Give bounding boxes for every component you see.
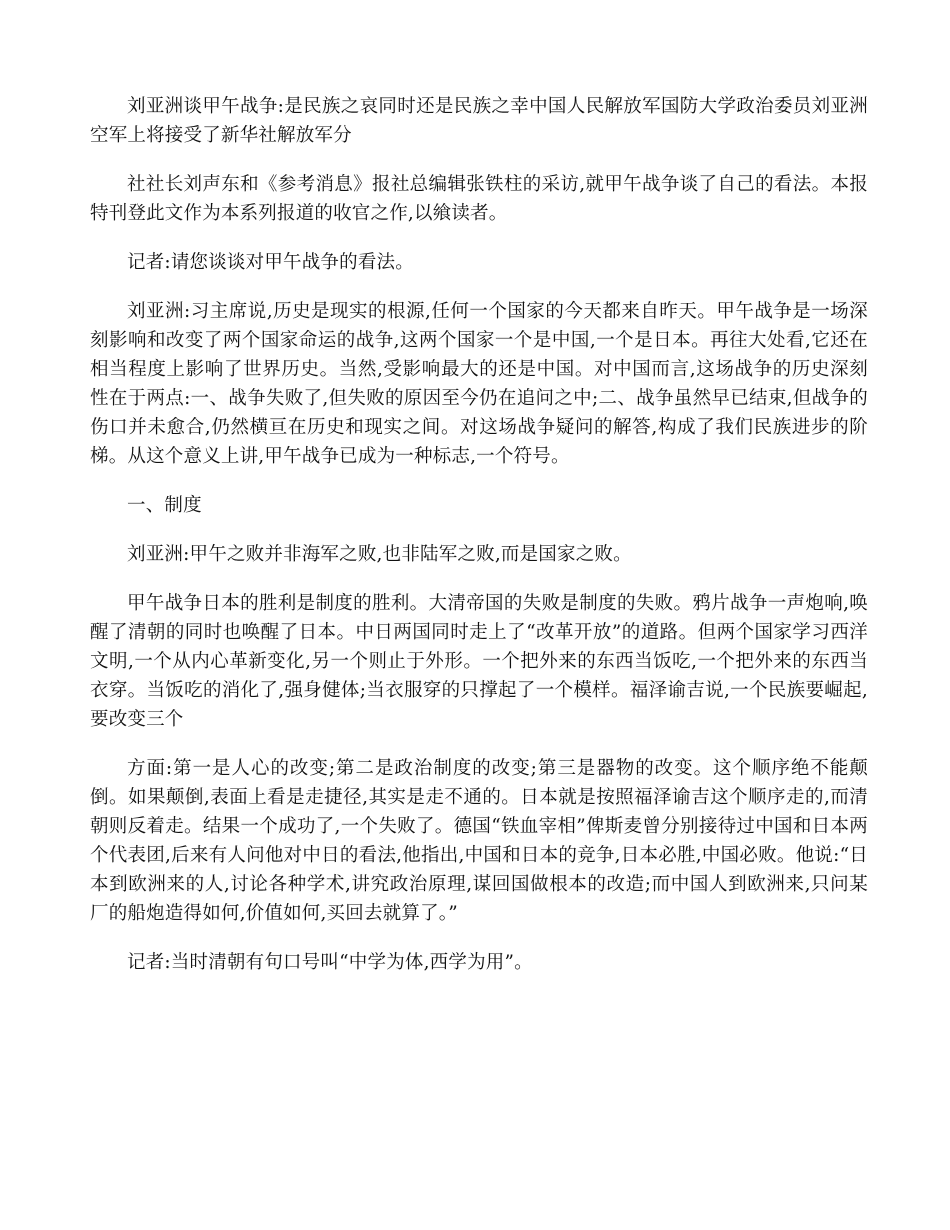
body-paragraph: 方面:第一是人心的改变;第二是政治制度的改变;第三是器物的改变。这个顺序绝不能颠倒。如果颠倒,表面上看是走捷径,其实是走不通的。日本就是按照福泽谕吉这个顺序走的,而清朝则反着走。结果一个成功了,一个失败了。德国“铁血宰相”俾斯麦曾分别接待过中国和日本两个代表团,后来有人问他对中日的看法,他指出,中国和日本的竞争,日本必胜,中国必败。他说:“日本到欧洲来的人,讨论各种学术,讲究政治原理,谋回国做根本的改造;而中国人到欧洲来,只问某厂的船炮造得如何,价值如何,买回去就算了。”	[90, 758, 868, 924]
answer-paragraph: 刘亚洲:习主席说,历史是现实的根源,任何一个国家的今天都来自昨天。甲午战争是一场深刻影响和改变了两个国家命运的战争,这两个国家一个是中国,一个是日本。再往大处看,它还在相当程度上影响了世界历史。当然,受影响最大的还是中国。对中国而言,这场战争的历史深刻性在于两点:一、战争失败了,但失败的原因至今仍在追问之中;二、战争虽然早已结束,但战争的伤口并未愈合,仍然横亘在历史和现实之间。对这场战争疑问的解答,构成了我们民族进步的阶梯。从这个意义上讲,甲午战争已成为一种标志,一个符号。	[90, 301, 868, 467]
section-heading: 一、制度	[127, 495, 202, 516]
reporter-question-paragraph: 记者:当时清朝有句口号叫“中学为体,西学为用”。	[127, 952, 533, 973]
answer-paragraph: 刘亚洲:甲午之败并非海军之败,也非陆军之败,而是国家之败。	[127, 544, 632, 565]
title-paragraph: 刘亚洲谈甲午战争:是民族之哀同时还是民族之幸中国人民解放军国防大学政治委员刘亚洲空军上将接受了新华社解放军分	[90, 96, 868, 146]
body-paragraph: 甲午战争日本的胜利是制度的胜利。大清帝国的失败是制度的失败。鸦片战争一声炮响,唤醒了清朝的同时也唤醒了日本。中日两国同时走上了“改革开放”的道路。但两个国家学习西洋文明,一个从内心革新变化,另一个则止于外形。一个把外来的东西当饭吃,一个把外来的东西当衣穿。当饭吃的消化了,强身健体;当衣服穿的只撑起了一个模样。福泽谕吉说,一个民族要崛起,要改变三个	[90, 593, 868, 730]
reporter-question-paragraph: 记者:请您谈谈对甲午战争的看法。	[127, 252, 414, 273]
intro-paragraph: 社社长刘声东和《参考消息》报社总编辑张铁柱的采访,就甲午战争谈了自己的看法。本报特刊登此文作为本系列报道的收官之作,以飨读者。	[90, 174, 868, 224]
